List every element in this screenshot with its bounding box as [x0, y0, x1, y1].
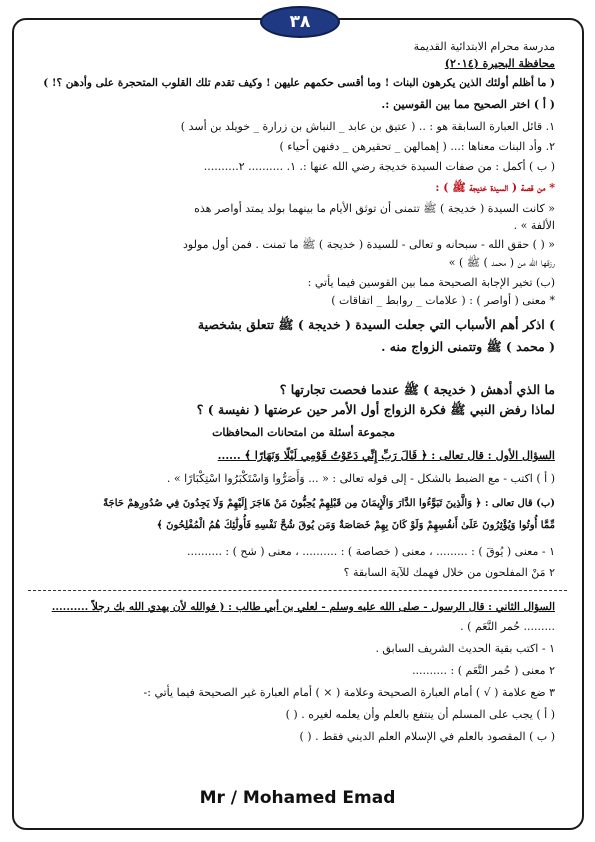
q1-title: السؤال الأول : قال تعالى : ﴿ قَالَ رَبِّ إِنِّي دَعَوْتُ قَوْمِي لَيْلًا وَنَهَارًا ﴾ ...... — [217, 449, 555, 462]
story-line: « ( ) حقق الله - سبحانه و تعالى - للسيدة ( خديجة ) ﷺ ما تمنت . فمن أول مولود — [183, 238, 555, 251]
q2-line: ( ب ) المقصود بالعلم في الإسلام العلم الديني فقط . ( ) — [299, 730, 555, 743]
reasons-line: ) اذكر أهم الأسباب التي جعلت السيدة ( خديجة ) ﷺ تتعلق بشخصية — [197, 317, 555, 332]
q2-line: ٢ معنى ( حُمر النَّعَم ) : .......... — [412, 664, 555, 677]
q1-line: مِّمَّا أُوتُوا وَيُؤْثِرُونَ عَلَىٰ أَنفُسِهِمْ وَلَوْ كَانَ بِهِمْ خَصَاصَةٌ وَمَن يُوقَ شُحَّ نَفْسِهِ فَأُولَٰئِكَ هُمُ الْمُفْلِحُونَ ﴾ — [156, 520, 555, 531]
governorate-heading: محافظة البحيرة (٢٠١٤) — [444, 57, 555, 70]
section-a-item: ١. قائل العبارة السابقة هو : .. ( عتيق بن عابد _ النباش بن زرارة _ خويلد بن أسد ) — [180, 120, 555, 133]
story-line: (ب) تخير الإجابة الصحيحة مما بين القوسين فيما يأتي : — [307, 276, 555, 289]
story-line: رزقها الله من ( محمد ) ﷺ ) » — [448, 256, 555, 269]
exam-group-title: مجموعة أسئلة من امتحانات المحافظات — [212, 426, 395, 439]
q1-line: ( أ ) اكتب - مع الضبط بالشكل - إلى قوله تعالى : « ... وَأَصَرُّوا وَاسْتَكْبَرُوا اسْتِكْبَارًا » . — [166, 472, 555, 485]
section-a-title: ( أ ) اختر الصحيح مما بين القوسين :. — [381, 98, 555, 111]
section-a-item: ٢. وأد البنات معناها :... ( إهمالهن _ تحقيرهن _ دفنهن أحياء ) — [279, 140, 555, 153]
q2-line: ......... حُمر النَّعَم ) . — [460, 620, 555, 633]
q2-line: ١ - اكتب بقية الحديث الشريف السابق . — [375, 642, 555, 655]
q2-title: السؤال الثاني : قال الرسول - صلى الله عليه وسلم - لعلي بن أبي طالب : ( فوالله لأن يهدي الله بك رجلاً .......... — [51, 601, 555, 613]
section-b-complete: ( ب ) أكمل : من صفات السيدة خديجة رضي الله عنها :. ١. .......... ٢.......... — [203, 160, 555, 173]
section-divider — [28, 590, 567, 591]
q1-line: ١ - معنى ( يُوقَ ) : ......... ، معنى ( خصاصة ) : .......... ، معنى ( شح ) : .......... — [186, 545, 555, 558]
story-line: الألفة » . — [513, 219, 555, 232]
reasons-line: ( محمد ) ﷺ وتتمنى الزواج منه . — [381, 339, 555, 354]
question-line: ما الذي أدهش ( خديجة ) ﷺ عندما فحصت تجارتها ؟ — [279, 382, 555, 397]
footer-author: Mr / Mohamed Emad — [199, 788, 396, 808]
q2-line: ( أ ) يجب على المسلم أن ينتفع بالعلم وأن يعلمه لغيره . ( ) — [285, 708, 555, 721]
page-number-badge: ٣٨ — [260, 6, 340, 38]
story-title: * من قصة ( السيدة خديجة ﷺ ) : — [435, 181, 555, 194]
q2-line: ٣ ضع علامة ( √ ) أمام العبارة الصحيحة وعلامة ( × ) أمام العبارة غير الصحيحة فيما يأتي :- — [143, 686, 555, 699]
story-line: « كانت السيدة ( خديجة ) ﷺ تتمنى أن توثق الأيام ما بينهما بولد يمتد أواصر هذه — [194, 202, 555, 215]
q1-line: ٢ مَنْ المفلحون من خلال فهمك للآية السابقة ؟ — [343, 566, 555, 579]
intro-passage: ( ما أظلم أولئك الذين يكرهون البنات ! وما أقسى حكمهم عليهن ! وكيف تقدم تلك القلوب المتحجرة على وأدهن ؟! ) — [43, 77, 555, 89]
question-line: لماذا رفض النبي ﷺ فكرة الزواج أول الأمر حين عرضتها ( نفيسة ) ؟ — [196, 402, 555, 417]
meaning-line: * معنى ( أواصر ) : ( علامات _ روابط _ اتفاقات ) — [331, 294, 555, 307]
q1-line: (ب) قال تعالى : ﴿ وَالَّذِينَ تَبَوَّءُوا الدَّارَ وَالْإِيمَانَ مِن قَبْلِهِمْ يُحِبُّونَ مَنْ هَاجَرَ إِلَيْهِمْ وَلَا يَجِدُونَ فِي صُدُورِهِمْ حَاجَةً — [103, 498, 555, 509]
school-name: مدرسة محرام الابتدائية القديمة — [413, 40, 555, 53]
